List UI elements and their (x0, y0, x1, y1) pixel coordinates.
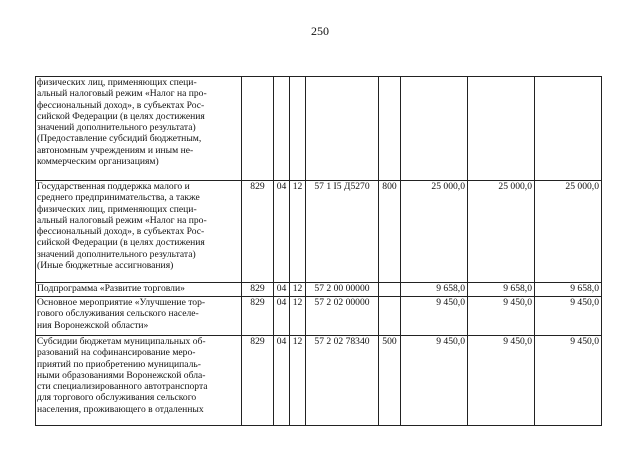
pr-cell: 12 (290, 336, 306, 426)
rz-cell (274, 77, 290, 181)
name-line: приятий по приобретению муниципаль- (37, 358, 201, 370)
csr-cell (306, 77, 379, 181)
row-name-cell (36, 77, 242, 181)
name-line: фессиональный доход», в субъектах Рос- (37, 226, 205, 238)
csr-cell: 57 1 I5 Д5270 (306, 181, 379, 283)
gr-cell: 829 (242, 297, 274, 336)
name-line: гового обслуживания сельского населе- (37, 308, 199, 320)
name-line: Подпрограмма «Развитие торговли» (37, 283, 185, 294)
value-cell: 9 450,0 (468, 336, 535, 426)
name-line: Государственная поддержка малого и (37, 181, 190, 192)
name-line: среднего предпринимательства, а также (37, 192, 200, 204)
gr-cell: 829 (242, 181, 274, 283)
value-cell: 9 450,0 (401, 336, 468, 426)
rz-cell: 04 (274, 336, 290, 426)
vr-cell: 800 (379, 181, 401, 283)
name-line: автономным учреждениям и иным не- (37, 144, 194, 156)
pr-cell (290, 77, 306, 181)
table-row (36, 181, 602, 283)
pr-cell: 12 (290, 297, 306, 336)
value-cell: 9 658,0 (468, 283, 535, 297)
name-line: физических лиц, применяющих специ- (37, 203, 197, 215)
value-cell: 9 658,0 (401, 283, 468, 297)
name-line: (Иные бюджетные ассигнования) (37, 260, 174, 272)
vr-cell (379, 77, 401, 181)
name-line: фессиональный доход», в субъектах Рос- (37, 99, 205, 111)
table-row (36, 336, 602, 426)
table-row (36, 297, 602, 336)
name-line: коммерческим организациям) (37, 156, 159, 168)
name-line: для торгового обслуживания сельского (37, 392, 197, 404)
rz-cell: 04 (274, 297, 290, 336)
name-line: ния Воронежской области» (37, 319, 149, 331)
value-cell: 9 450,0 (535, 336, 602, 426)
pr-cell: 12 (290, 181, 306, 283)
value-cell (401, 77, 468, 181)
name-line: (Предоставление субсидий бюджетным, (37, 133, 202, 145)
vr-cell (379, 283, 401, 297)
value-cell: 9 450,0 (401, 297, 468, 336)
rz-cell: 04 (274, 283, 290, 297)
vr-cell (379, 297, 401, 336)
value-cell: 25 000,0 (401, 181, 468, 283)
value-cell (535, 77, 602, 181)
page-number: 250 (311, 24, 329, 38)
name-line: Основное мероприятие «Улучшение тор- (37, 297, 206, 308)
name-line: значений дополнительного результата) (37, 122, 196, 134)
row-name-cell (36, 181, 242, 283)
gr-cell: 829 (242, 336, 274, 426)
row-name-cell (36, 283, 242, 297)
value-cell: 9 450,0 (535, 297, 602, 336)
value-cell: 25 000,0 (468, 181, 535, 283)
row-name-cell (36, 297, 242, 336)
name-line: ными образованиями Воронежской обла- (37, 369, 206, 381)
value-cell: 9 658,0 (535, 283, 602, 297)
name-line: сти специализированного автотранспорта (37, 381, 208, 393)
gr-cell (242, 77, 274, 181)
name-line: разований на софинансирование меро- (37, 347, 196, 359)
name-line: значений дополнительного результата) (37, 248, 196, 260)
name-line: населения, проживающего в отдаленных (37, 403, 204, 415)
csr-cell: 57 2 02 00000 (306, 297, 379, 336)
name-line: физических лиц, применяющих специ- (37, 77, 197, 88)
name-line: Субсидии бюджетам муниципальных об- (37, 336, 206, 347)
table-row (36, 283, 602, 297)
rz-cell: 04 (274, 181, 290, 283)
csr-cell: 57 2 00 00000 (306, 283, 379, 297)
value-cell: 25 000,0 (535, 181, 602, 283)
table-row (36, 77, 602, 181)
pr-cell: 12 (290, 283, 306, 297)
value-cell (468, 77, 535, 181)
vr-cell: 500 (379, 336, 401, 426)
name-line: сийской Федерации (в целях достижения (37, 237, 205, 249)
row-name-cell (36, 336, 242, 426)
budget-table (35, 76, 602, 426)
name-line: альный налоговый режим «Налог на про- (37, 214, 207, 226)
name-line: альный налоговый режим «Налог на про- (37, 88, 207, 100)
gr-cell: 829 (242, 283, 274, 297)
name-line: сийской Федерации (в целях достижения (37, 110, 205, 122)
csr-cell: 57 2 02 78340 (306, 336, 379, 426)
value-cell: 9 450,0 (468, 297, 535, 336)
